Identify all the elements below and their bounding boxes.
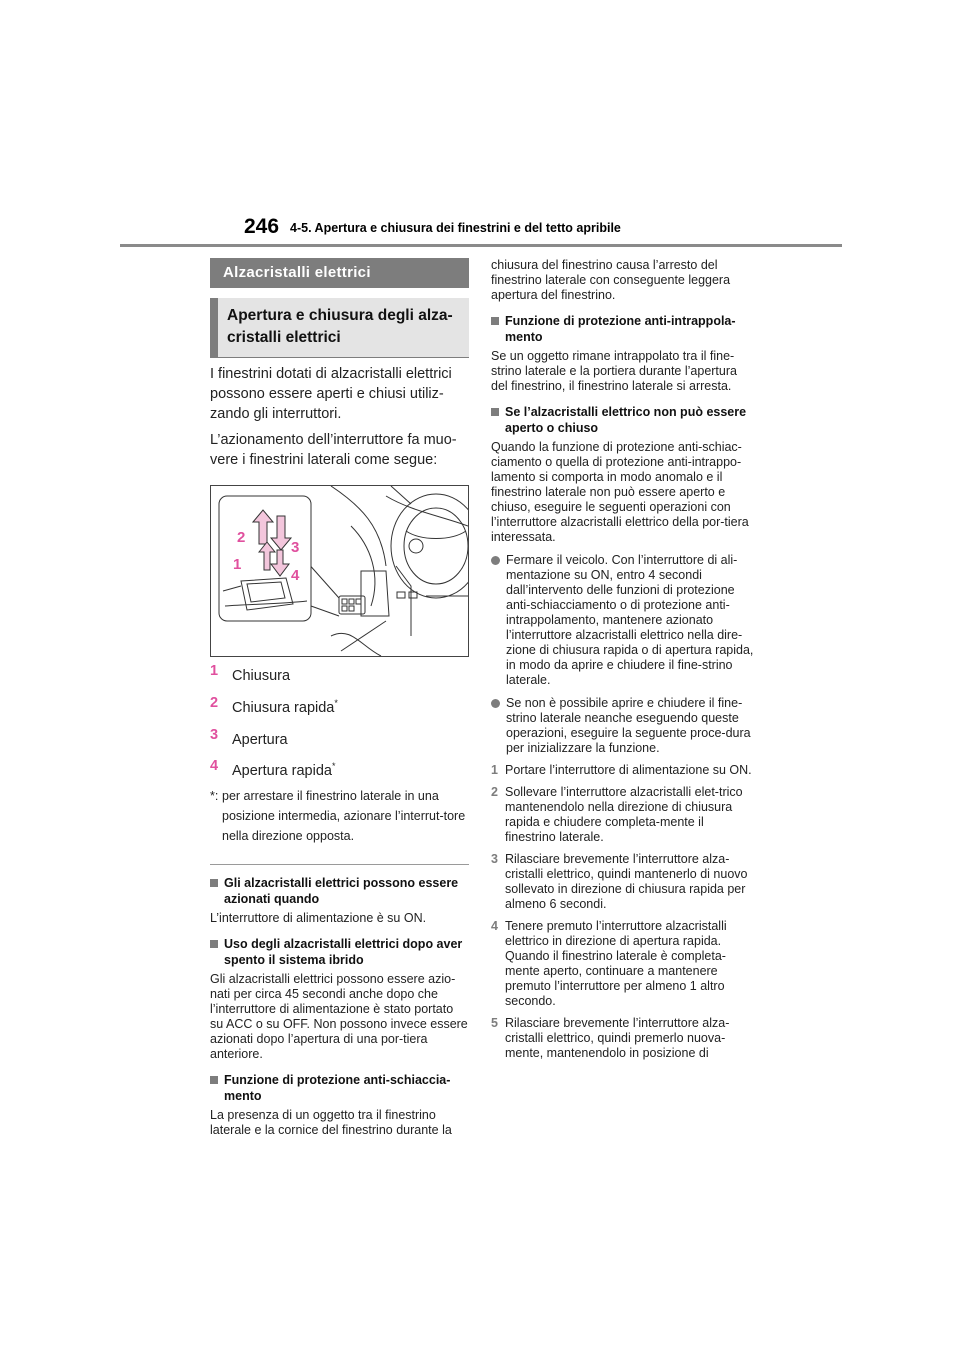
legend-item: [210, 725, 469, 750]
note-text: L’interruttore di alimentazione è su ON.: [210, 911, 427, 926]
square-bullet-icon: [210, 879, 218, 887]
legend-label: Chiusura rapida*: [232, 697, 338, 716]
note-heading: Funzione di protezione anti-intrappola-mento: [491, 313, 756, 345]
legend-number: 4: [210, 758, 219, 775]
note-heading: Funzione di protezione anti-schiaccia-mento: [210, 1072, 469, 1104]
notes-divider: [210, 864, 469, 865]
legend-item: [210, 661, 469, 686]
step-number: 4: [491, 919, 498, 933]
note-heading: Uso degli alzacristalli elettrici dopo aver spento il sistema ibrido: [210, 936, 469, 968]
right-column: [491, 258, 756, 1061]
legend-item: [210, 693, 469, 718]
legend-label: Apertura rapida*: [232, 761, 336, 780]
figure-label-3: 3: [291, 539, 300, 556]
note-text: Se un oggetto rimane intrappolato tra il fine-strino laterale e la portiera durante l’apertura del finestrino, il finestrino laterale si arresta.: [491, 349, 737, 393]
continuation-text: chiusura del finestrino causa l’arresto del finestrino laterale con conseguente leggera apertura del finestrino.: [491, 258, 731, 302]
figure-label-2: 2: [237, 529, 246, 546]
footnote-mark: *:: [210, 789, 219, 804]
step-text: Rilasciare brevemente l’interruttore alza-cristalli elettrico, quindi mantenerlo di nuovo sollevato in direzione di chiusura rapida per almeno 6 secondi.: [505, 852, 748, 911]
step-item: [491, 763, 756, 778]
chapter-title: 4-5. Apertura e chiusura dei finestrini e del tetto apribile: [290, 221, 621, 235]
step-text: Sollevare l’interruttore alzacristalli elet-trico mantenendolo nella direzione di chiusura rapida e chiudere completa-mente il finestrino laterale.: [505, 785, 743, 844]
step-text: Rilasciare brevemente l’interruttore alza-cristalli elettrico, quindi premerlo nuova-mente, mantenendolo in posizione di: [505, 1016, 730, 1060]
legend-label: Apertura: [232, 731, 288, 748]
legend-number: 3: [210, 726, 219, 743]
figure-label-1: 1: [233, 556, 242, 573]
page-number: 246: [244, 215, 280, 238]
legend-number: 1: [210, 663, 219, 679]
section-title: Alzacristalli elettrici: [210, 258, 469, 288]
square-bullet-icon: [210, 1076, 218, 1084]
step-number: 5: [491, 1016, 498, 1030]
step-number: 2: [491, 785, 498, 799]
header-divider: [120, 244, 842, 247]
note-heading: Se l’alzacristalli elettrico non può essere aperto o chiuso: [491, 404, 756, 436]
intro-paragraph-1: I finestrini dotati di alzacristalli elettrici possono essere aperti e chiusi utiliz-zando gli interruttori.: [210, 366, 452, 422]
step-item: [491, 1016, 756, 1061]
left-column: [210, 258, 469, 1138]
square-bullet-icon: [491, 408, 499, 416]
step-item: [491, 785, 756, 845]
step-text: Tenere premuto l’interruttore alzacristalli elettrico in direzione di apertura rapida. Quando il finestrino laterale è completa-mente aperto, continuare a mantenere premuto l’interruttore per almeno 1 altro secondo.: [505, 919, 727, 1008]
step-number: 1: [491, 763, 498, 777]
bullet-icon: [491, 699, 500, 708]
legend-label: Chiusura: [232, 667, 291, 684]
bullet-item: Fermare il veicolo. Con l’interruttore di ali-mentazione su ON, entro 4 secondi dall’intervento delle funzioni di protezione anti-schiacciamento o di protezione anti-intrappolamento, mantenere azionato l’interruttore alzacristalli elettrico nella dire-zione di chiusura rapida o di apertura rapida, in modo da aprire e chiudere il fine-strino laterale.: [491, 553, 756, 688]
step-text: Portare l’interruttore di alimentazione su ON.: [505, 763, 752, 777]
step-item: [491, 852, 756, 912]
step-item: [491, 919, 756, 1009]
bullet-icon: [491, 556, 500, 565]
subsection-title: Apertura e chiusura degli alza-cristalli elettrici: [210, 298, 469, 357]
step-number: 3: [491, 852, 498, 866]
window-switch-drawing: [211, 486, 468, 656]
legend-number: 2: [210, 694, 219, 711]
square-bullet-icon: [210, 940, 218, 948]
figure-label-4: 4: [291, 567, 300, 584]
figure-legend: [210, 661, 469, 781]
square-bullet-icon: [491, 317, 499, 325]
note-text: La presenza di un oggetto tra il finestrino laterale e la cornice del finestrino durante la: [210, 1108, 452, 1138]
footnote-text: per arrestare il finestrino laterale in una posizione intermedia, azionare l’interrut-tore nella direzione opposta.: [222, 789, 466, 844]
note-text: Gli alzacristalli elettrici possono essere azio-nati per circa 45 secondi anche dopo che l’interruttore di alimentazione è stato portato su ACC o su OFF. Non possono invece essere azionati dopo l’apertura di una por-tiera anteriore.: [210, 972, 468, 1062]
bullet-item: Se non è possibile aprire e chiudere il fine-strino laterale neanche eseguendo queste operazioni, eseguire la seguente proce-dura per inizializzare la funzione.: [491, 696, 756, 756]
subsection-divider: [210, 357, 469, 358]
note-heading: Gli alzacristalli elettrici possono essere azionati quando: [210, 875, 469, 907]
legend-item: [210, 756, 469, 781]
footnote: [210, 786, 469, 846]
note-text: Quando la funzione di protezione anti-schiac-ciamento o quella di protezione anti-intrappo-lamento si comporta in modo anomalo e il finestrino laterale non può essere aperto e chiuso, eseguire le seguenti operazioni con l’interruttore alzacristalli elettrico della por-tiera interessata.: [491, 440, 749, 544]
intro-paragraph-2: L’azionamento dell’interruttore fa muo-vere i finestrini laterali come segue:: [210, 432, 457, 468]
window-switch-illustration: [210, 485, 469, 657]
